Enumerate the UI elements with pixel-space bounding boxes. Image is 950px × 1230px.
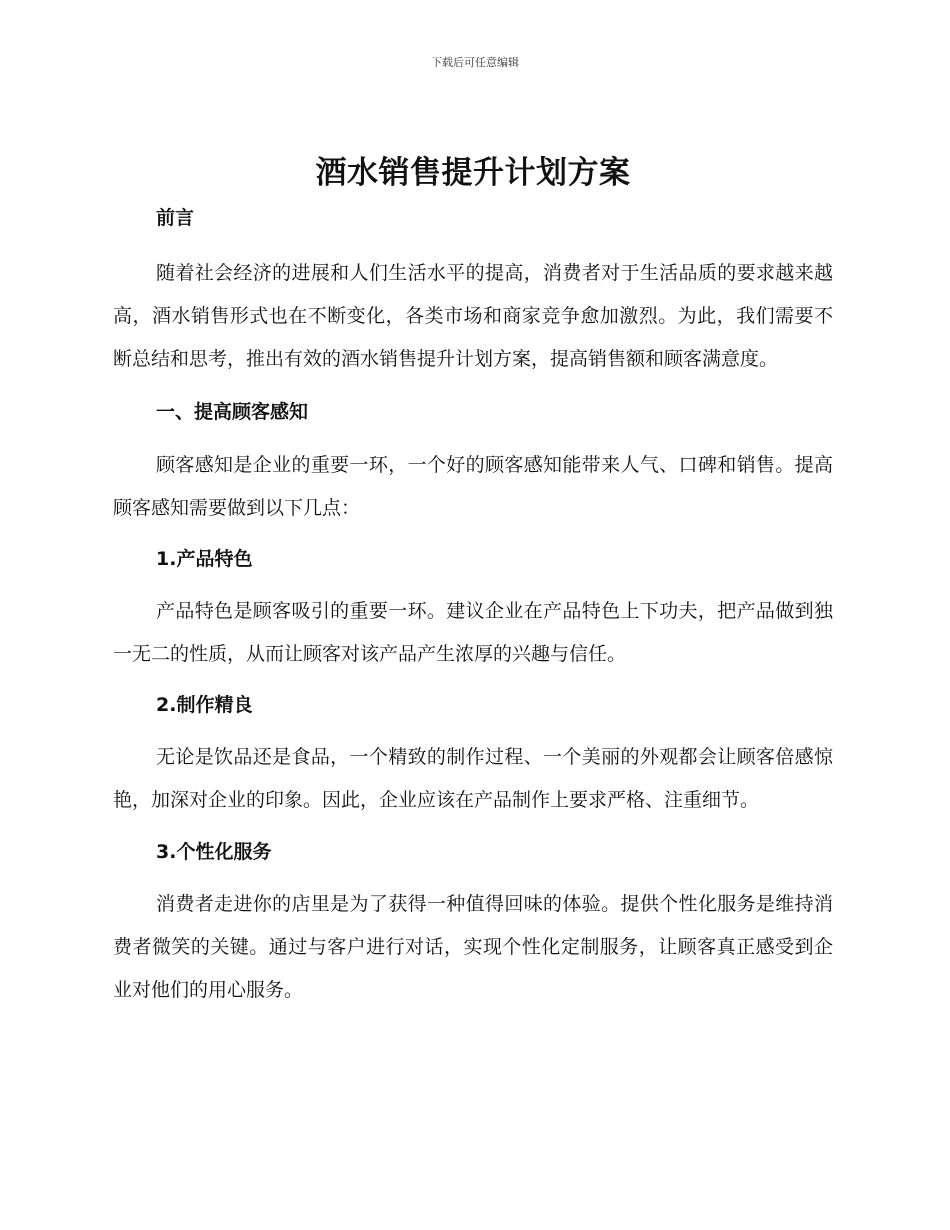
- section-heading-customer-perception: 一、提高顾客感知: [156, 401, 309, 423]
- preface-paragraph: 随着社会经济的进展和人们生活水平的提高，消费者对于生活品质的要求越来越高，酒水销售形式也在不断变化，各类市场和商家竞争愈加激烈。为此，我们需要不断总结和思考，推出有效的酒水销售提升计划方案，提高销售额和顾客满意度。: [113, 262, 833, 370]
- subsection-heading-product-features: 1.产品特色: [156, 548, 253, 570]
- page-header-note: 下载后可任意编辑: [431, 56, 519, 69]
- preface-heading: 前言: [156, 207, 195, 229]
- subsection-paragraph-fine-production: 无论是饮品还是食品，一个精致的制作过程、一个美丽的外观都会让顾客倍感惊艳，加深对企业的印象。因此，企业应该在产品制作上要求严格、注重细节。: [113, 746, 833, 811]
- subsection-paragraph-product-features: 产品特色是顾客吸引的重要一环。建议企业在产品特色上下功夫，把产品做到独一无二的性质，从而让顾客对该产品产生浓厚的兴趣与信任。: [113, 600, 833, 665]
- section-paragraph-customer-perception: 顾客感知是企业的重要一环，一个好的顾客感知能带来人气、口碑和销售。提高顾客感知需要做到以下几点：: [113, 454, 833, 519]
- document-title: 酒水销售提升计划方案: [315, 155, 631, 191]
- subsection-heading-personalized-service: 3.个性化服务: [156, 841, 272, 863]
- subsection-heading-fine-production: 2.制作精良: [156, 694, 253, 716]
- document-body: [113, 150, 833, 1012]
- subsection-paragraph-personalized-service: 消费者走进你的店里是为了获得一种值得回味的体验。提供个性化服务是维持消费者微笑的关键。通过与客户进行对话，实现个性化定制服务，让顾客真正感受到企业对他们的用心服务。: [113, 893, 833, 1001]
